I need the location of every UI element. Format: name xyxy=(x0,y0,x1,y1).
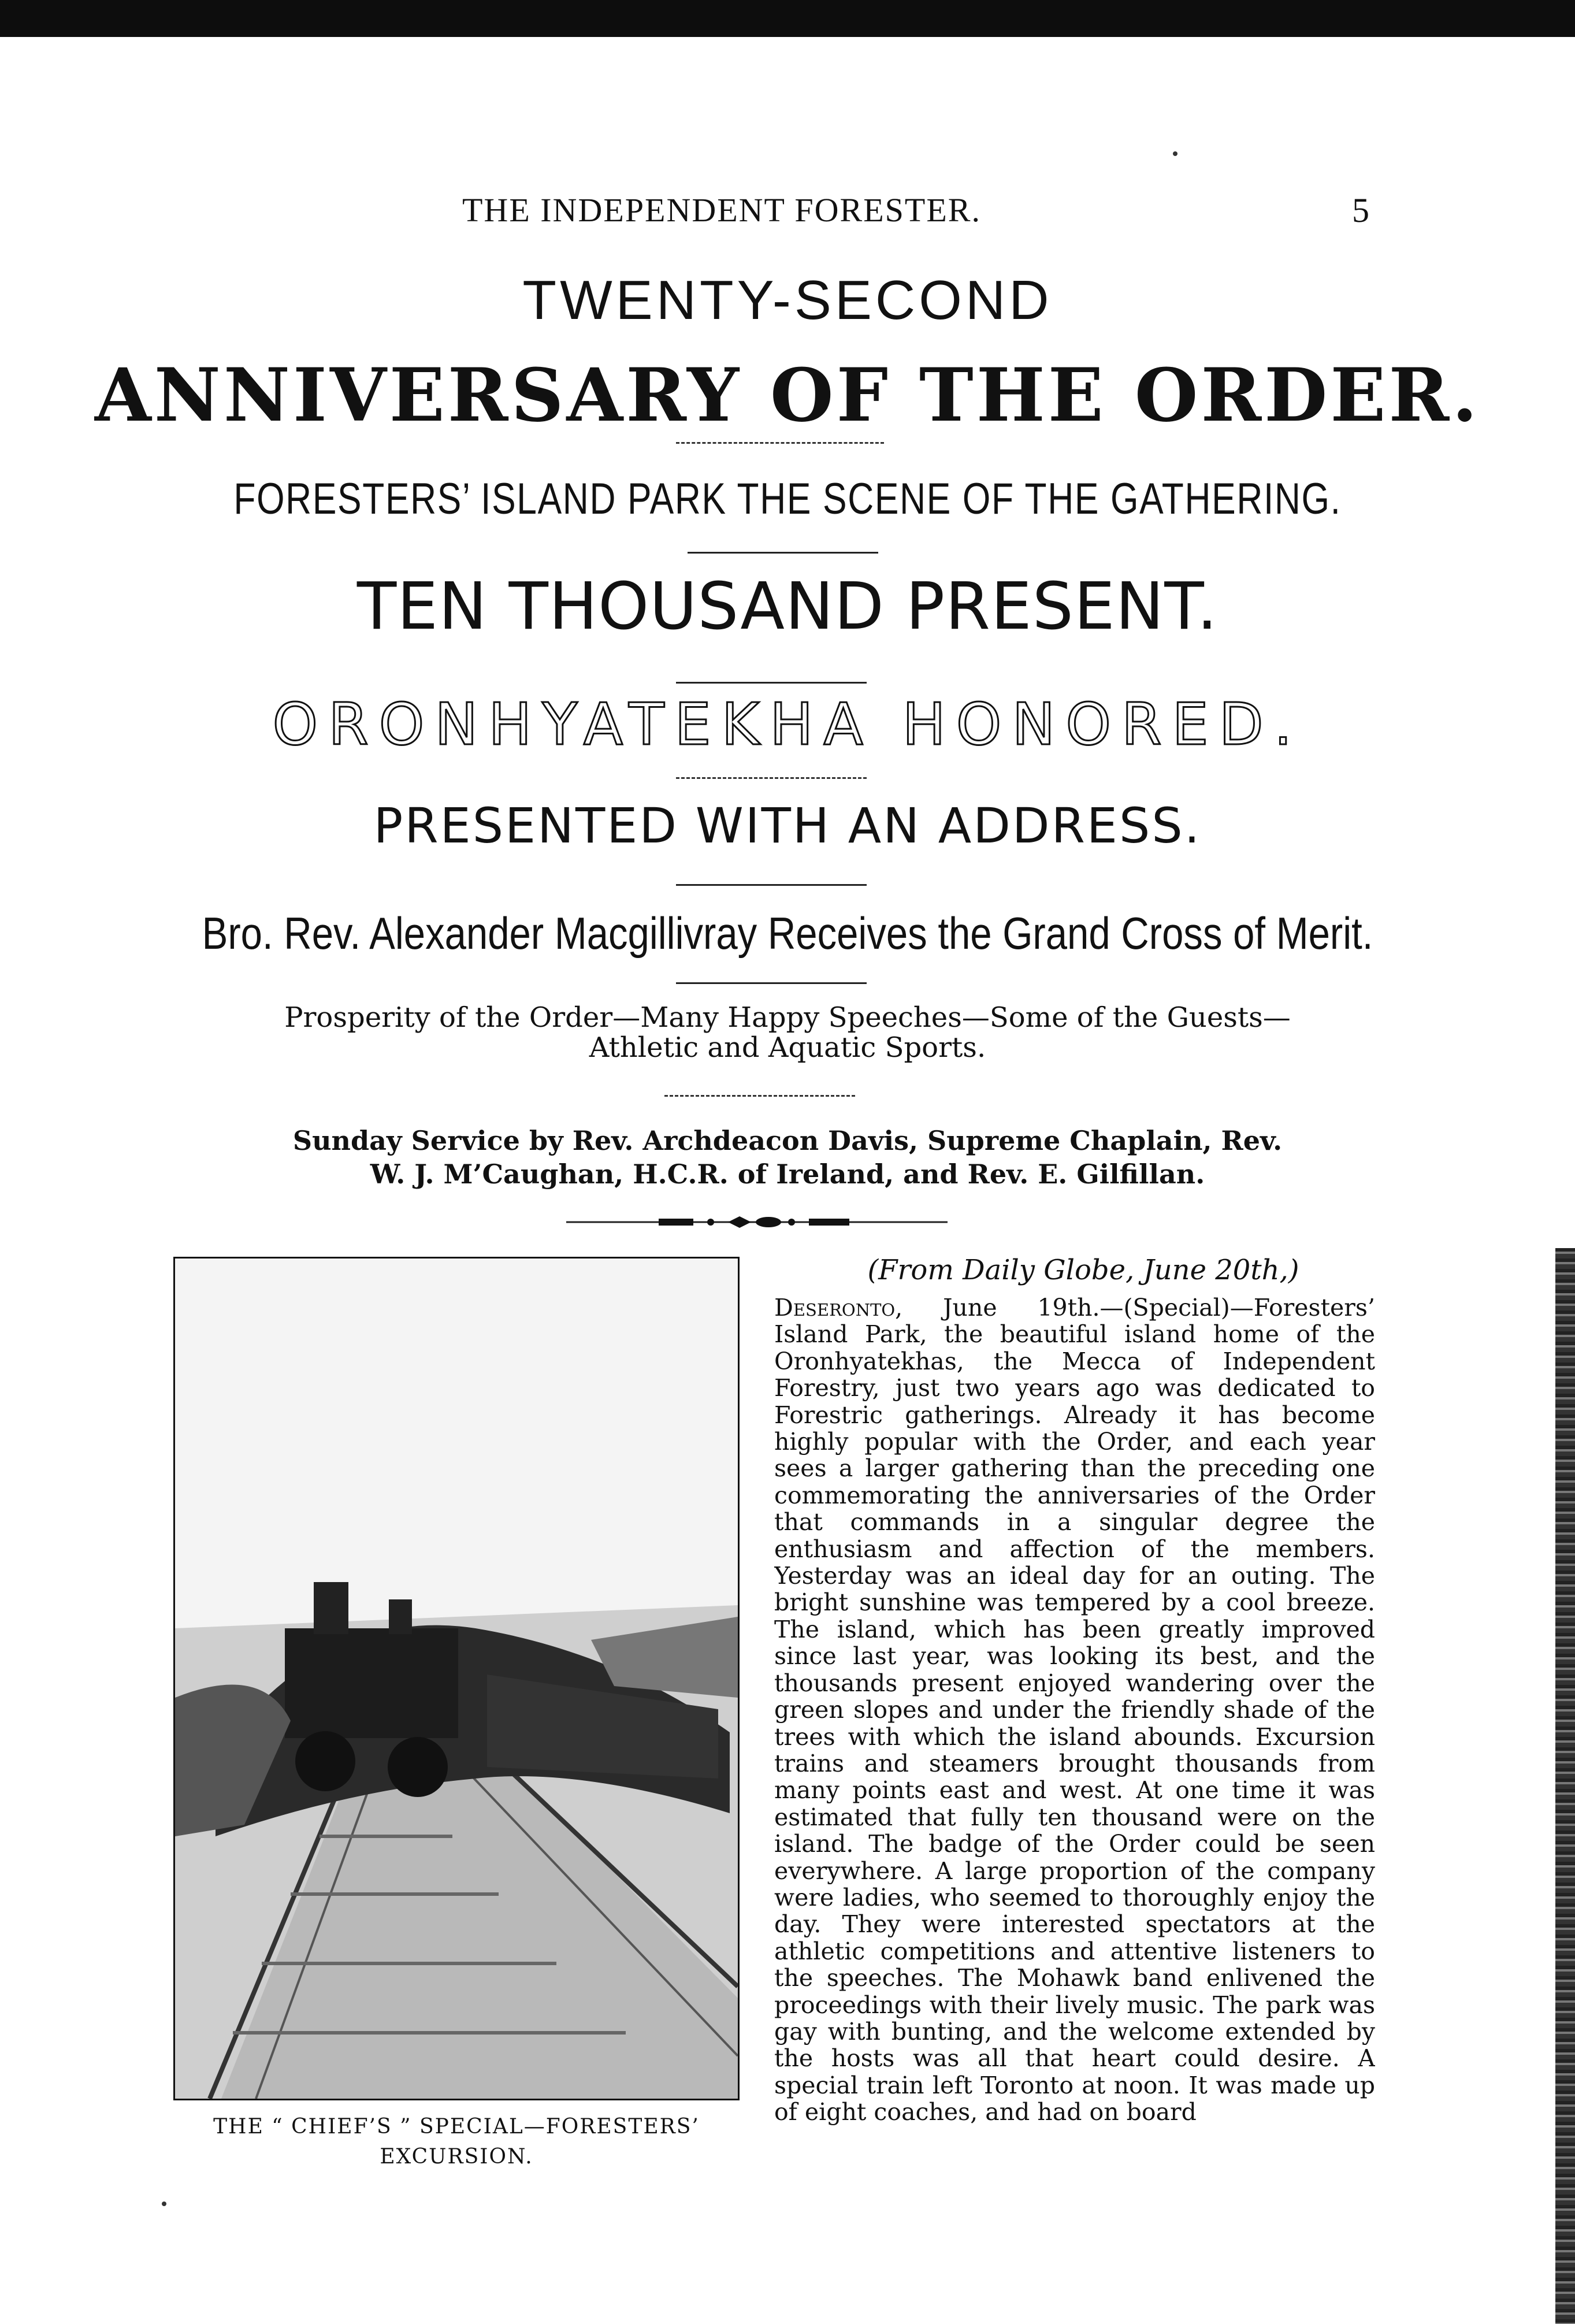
deck-line: Sunday Service by Rev. Archdeacon Davis, Supreme Chaplain, Rev. xyxy=(292,1125,1283,1156)
deck-line: Prosperity of the Order—Many Happy Speeches—Some of the Guests— xyxy=(284,1001,1291,1034)
excursion-train-photo xyxy=(173,1257,740,2100)
deck-line: Athletic and Aquatic Sports. xyxy=(589,1031,986,1064)
deck-sunday-service xyxy=(0,1124,1575,1191)
divider-rule xyxy=(688,552,878,554)
scan-top-border xyxy=(0,0,1575,37)
running-title: THE INDEPENDENT FORESTER. xyxy=(462,191,981,229)
scan-speck xyxy=(162,2202,166,2206)
deck-line: W. J. M’Caughan, H.C.R. of Ireland, and Rev. E. Gilfillan. xyxy=(370,1159,1205,1190)
divider-rule xyxy=(676,777,867,779)
headline-twenty-second: TWENTY-SECOND xyxy=(522,269,1053,331)
article-source: (From Daily Globe, June 20th,) xyxy=(867,1254,1299,1286)
headline-presented: PRESENTED WITH AN ADDRESS. xyxy=(373,797,1202,854)
article-dateline: Deseronto, xyxy=(774,1294,903,1321)
page-number: 5 xyxy=(1352,191,1369,229)
divider-rule xyxy=(676,682,867,684)
caption-line: EXCURSION. xyxy=(380,2145,533,2169)
headline-anniversary: ANNIVERSARY OF THE ORDER. xyxy=(94,352,1481,438)
scan-right-edge xyxy=(1555,1248,1575,2324)
headline-honored: ORONHYATEKHA HONORED. xyxy=(272,690,1303,758)
running-head xyxy=(0,191,1575,237)
caption-line: THE “ CHIEF’S ” SPECIAL—FORESTERS’ xyxy=(213,2115,700,2139)
headline-grand-cross: Bro. Rev. Alexander Macgillivray Receives the Grand Cross of Merit. xyxy=(202,908,1373,959)
photo-illustration xyxy=(175,1258,738,2099)
divider-rule xyxy=(676,884,867,886)
scan-speck xyxy=(1173,151,1177,156)
article-body xyxy=(774,1294,1375,2161)
divider-rule xyxy=(676,442,884,444)
headline-ten-thousand: TEN THOUSAND PRESENT. xyxy=(356,569,1219,644)
headline-island-park: FORESTERS’ ISLAND PARK THE SCENE OF THE GATHERING. xyxy=(233,474,1342,524)
divider-rule xyxy=(664,1095,855,1097)
article-text: June 19th.—(Special)—Foresters’ Island Park, the beautiful island home of the Oronhyatekhas, the Mecca of Independent Forestry, just two years ago was dedicated to Forestric gatherings. Already it has become highly popular with the Order, and each year sees a larger gathering than the preceding one commemorating the anniversaries of the Order that commands in a singular degree the enthusiasm and affection of the members. Yesterday was an ideal day for an outing. The bright sunshine was tempered by a cool breeze. The island, which has been greatly improved since last year, was looking its best, and the thousands present enjoyed wandering over the green slopes and under the friendly shade of the trees with which the island abounds. Excursion trains and steamers brought thousands from many points east and west. At one time it was estimated that fully ten thousand were on the island. The badge of the Order could be seen everywhere. A large proportion of the company were ladies, who seemed to thoroughly enjoy the day. They were interested spectators at the athletic competitions and attentive listeners to the speeches. The Mohawk band enlivened the proceedings with their lively music. The park was gay with bunting, and the welcome extended by the hosts was all that heart could desire. A special train left Toronto at noon. It was made up of eight coaches, and had on board xyxy=(774,1294,1375,2126)
deck-summary xyxy=(0,1003,1575,1063)
photo-caption xyxy=(173,2112,740,2172)
divider-rule xyxy=(676,982,867,984)
ornamental-rule xyxy=(566,1213,948,1231)
